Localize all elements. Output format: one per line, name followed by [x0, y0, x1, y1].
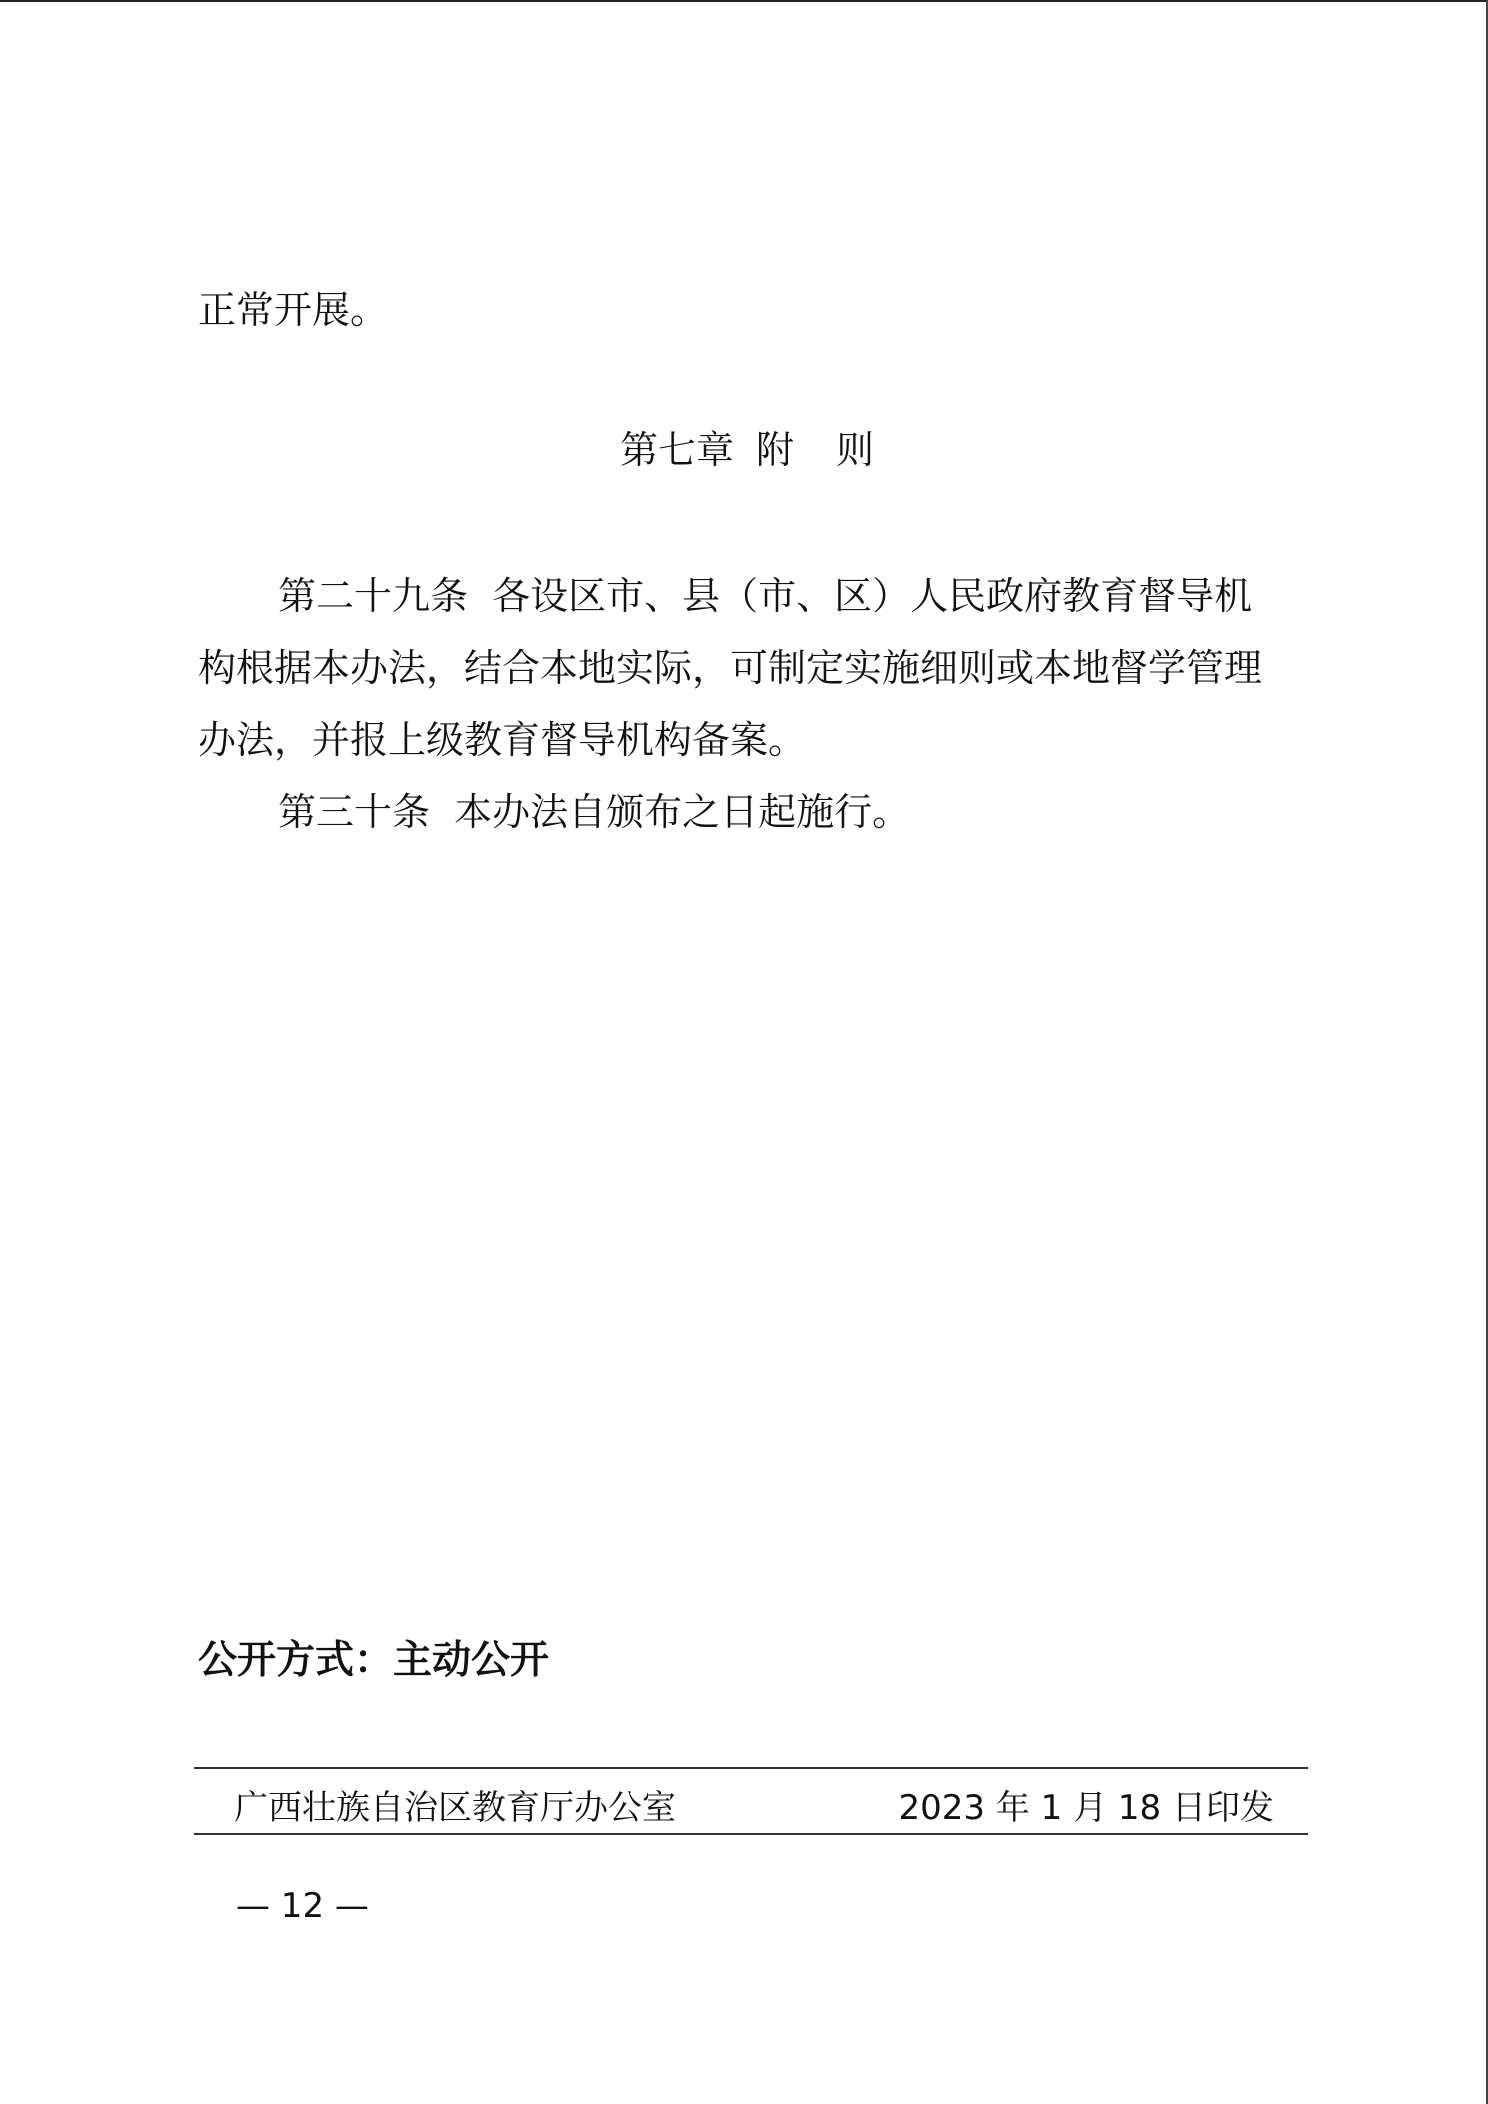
chapter-title-part1: 附	[756, 428, 795, 472]
article-29-line-1: 第二十九条 各设区市、县（市、区）人民政府教育督导机	[278, 574, 1253, 618]
page-top-border	[0, 0, 1488, 2]
footer-top-rule	[194, 1767, 1308, 1769]
chapter-heading	[620, 426, 874, 474]
footer-issuer: 广西壮族自治区教育厅办公室	[234, 1788, 676, 1828]
footer-bottom-rule	[194, 1833, 1308, 1835]
article-29-line-3: 办法，并报上级教育督导机构备案。	[198, 718, 807, 762]
footer-issue-date: 2023 年 1 月 18 日印发	[898, 1788, 1274, 1828]
page-number: — 12 —	[236, 1886, 369, 1926]
article-29-line-2: 构根据本办法，结合本地实际，可制定实施细则或本地督学管理	[198, 646, 1263, 690]
disclosure-method: 公开方式：主动公开	[198, 1637, 550, 1683]
chapter-number: 第七章	[620, 428, 735, 472]
continuation-text: 正常开展。	[198, 288, 389, 332]
article-30-line-1: 第三十条 本办法自颁布之日起施行。	[278, 790, 911, 834]
chapter-title-part2: 则	[836, 428, 875, 472]
